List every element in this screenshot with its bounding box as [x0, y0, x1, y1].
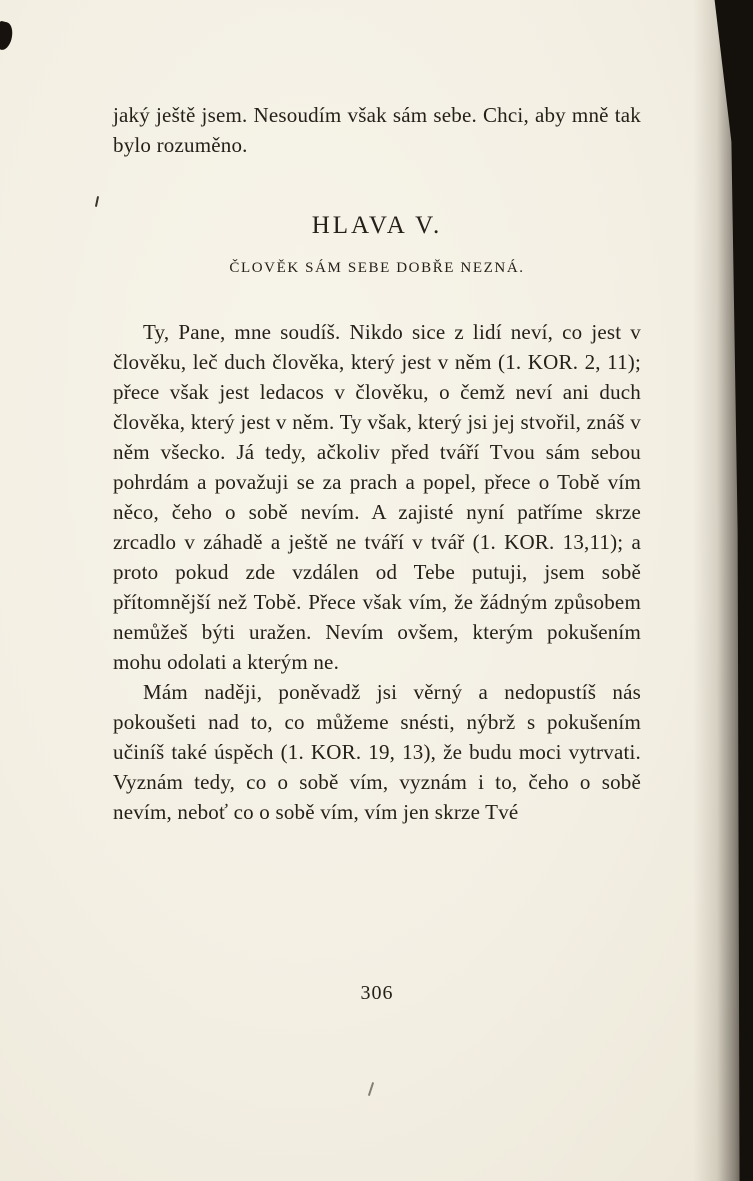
page-edge-shadow	[693, 0, 753, 1181]
stray-ink-tick	[95, 196, 99, 207]
scan-corner-mark	[0, 20, 15, 51]
chapter-heading: HLAVA V.	[311, 212, 443, 239]
book-edge-dark-band	[705, 0, 753, 1181]
text-block	[113, 100, 641, 827]
intro-paragraph-continuation: jaký ještě jsem. Nesoudím však sám sebe. Chci, aby mně tak bylo rozuměno.	[113, 103, 641, 157]
body-paragraph-1: Ty, Pane, mne soudíš. Nikdo sice z lidí neví, co jest v člověku, leč duch člověka, který jest v něm (1. KOR. 2, 11); přece však jest ledacos v člověku, o čemž neví ani duch člověka, který jest v něm. Ty však, který jsi jej stvořil, znáš v něm všecko. Já tedy, ačkoliv před tváří Tvou sám sebou pohrdám a považuji se za prach a popel, přece o Tobě vím něco, čeho o sobě nevím. A zajisté nyní patříme skrze zrcadlo v záhadě a ještě ne tváří v tvář (1. KOR. 13,11); a proto pokud zde vzdálen od Tebe putuji, jsem sobě přítomnější než Tobě. Přece však vím, že žádným způsobem nemůžeš býti uražen. Nevím ovšem, kterým pokušením mohu odolati a kterým ne.	[113, 320, 641, 674]
stray-ink-slash	[368, 1082, 374, 1096]
body-paragraph-2: Mám naději, poněvadž jsi věrný a nedopustíš nás pokoušeti nad to, co můžeme snésti, nýbrž s pokušením učiníš také úspěch (1. KOR. 19, 13), že budu moci vytrvati. Vyznám tedy, co o sobě vím, vyznám i to, čeho o sobě nevím, neboť co o sobě vím, vím jen skrze Tvé	[113, 680, 641, 824]
page-number: 306	[360, 982, 394, 1004]
chapter-subtitle: ČLOVĚK SÁM SEBE DOBŘE NEZNÁ.	[229, 260, 525, 276]
